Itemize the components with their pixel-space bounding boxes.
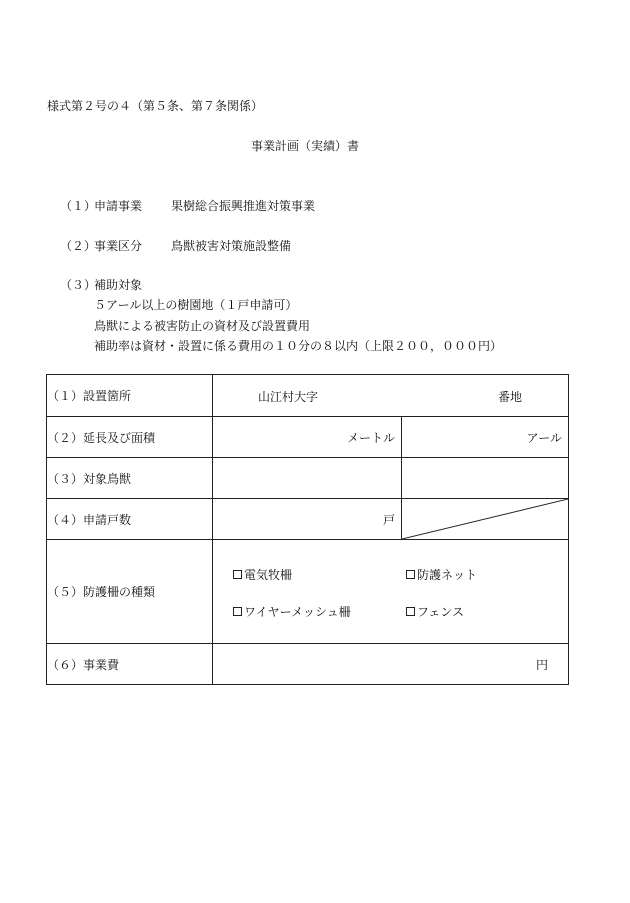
- plan-table: [46, 374, 569, 685]
- checkbox[interactable]: [233, 570, 242, 579]
- row-label: （３）対象鳥獣: [47, 458, 213, 499]
- item-label: 申請事業: [94, 199, 143, 213]
- row-label: （５）防護柵の種類: [47, 540, 213, 644]
- item-label: 事業区分: [94, 239, 143, 253]
- row-label: （１）設置箇所: [47, 375, 213, 417]
- table-row-length-area: [47, 417, 569, 458]
- item-value: 果樹総合振興推進対策事業: [171, 199, 316, 213]
- yen-unit: 円: [535, 657, 548, 672]
- document-title: 事業計画（実績）書: [250, 139, 359, 153]
- fence-option-fence[interactable]: [406, 603, 464, 620]
- target-cell-a[interactable]: [213, 458, 402, 499]
- form-reference: 様式第２号の４（第５条、第７条関係）: [47, 99, 264, 113]
- row-label: （６）事業費: [47, 644, 213, 685]
- option-label: 防護ネット: [417, 568, 478, 582]
- checkbox[interactable]: [233, 607, 242, 616]
- fence-option-wire-mesh[interactable]: [233, 603, 351, 620]
- item-label: 補助対象: [94, 278, 143, 292]
- subsidy-line: 補助率は資材・設置に係る費用の１０分の８以内（上限２００，０００円）: [94, 339, 503, 353]
- item-value: 鳥獣被害対策施設整備: [171, 239, 292, 253]
- village-label: 山江村大字: [258, 390, 319, 404]
- checkbox[interactable]: [406, 607, 415, 616]
- are-unit: アール: [526, 430, 562, 445]
- item-number: （１）: [60, 199, 97, 213]
- target-cell-b[interactable]: [402, 458, 569, 499]
- length-cell[interactable]: [213, 417, 402, 458]
- struck-cell: [402, 499, 569, 540]
- table-row-target: [47, 458, 569, 499]
- item-number: （２）: [60, 239, 97, 253]
- fence-options-cell: [213, 540, 569, 644]
- lot-unit-label: 番地: [497, 390, 522, 404]
- households-cell[interactable]: [213, 499, 402, 540]
- table-row-cost: [47, 644, 569, 685]
- item-number: （３）: [60, 278, 97, 292]
- fence-option-electric[interactable]: [233, 566, 292, 583]
- table-row-households: [47, 499, 569, 540]
- subsidy-line: 鳥獣による被害防止の資材及び設置費用: [94, 319, 311, 333]
- table-row-fence: [47, 540, 569, 644]
- diagonal-strike: [402, 499, 568, 539]
- option-label: 電気牧柵: [244, 568, 293, 582]
- cost-cell[interactable]: [213, 644, 569, 685]
- option-label: フェンス: [417, 605, 465, 619]
- table-row-location: [47, 375, 569, 417]
- area-cell[interactable]: [402, 417, 569, 458]
- fence-option-net[interactable]: [406, 566, 477, 583]
- row-label: （２）延長及び面積: [47, 417, 213, 458]
- subsidy-line: ５アール以上の樹園地（１戸申請可）: [94, 298, 298, 312]
- meter-unit: メートル: [346, 430, 395, 445]
- row-label: （４）申請戸数: [47, 499, 213, 540]
- household-unit: 戸: [382, 512, 395, 527]
- location-cell[interactable]: [213, 375, 569, 417]
- option-label: ワイヤーメッシュ柵: [244, 605, 351, 619]
- checkbox[interactable]: [406, 570, 415, 579]
